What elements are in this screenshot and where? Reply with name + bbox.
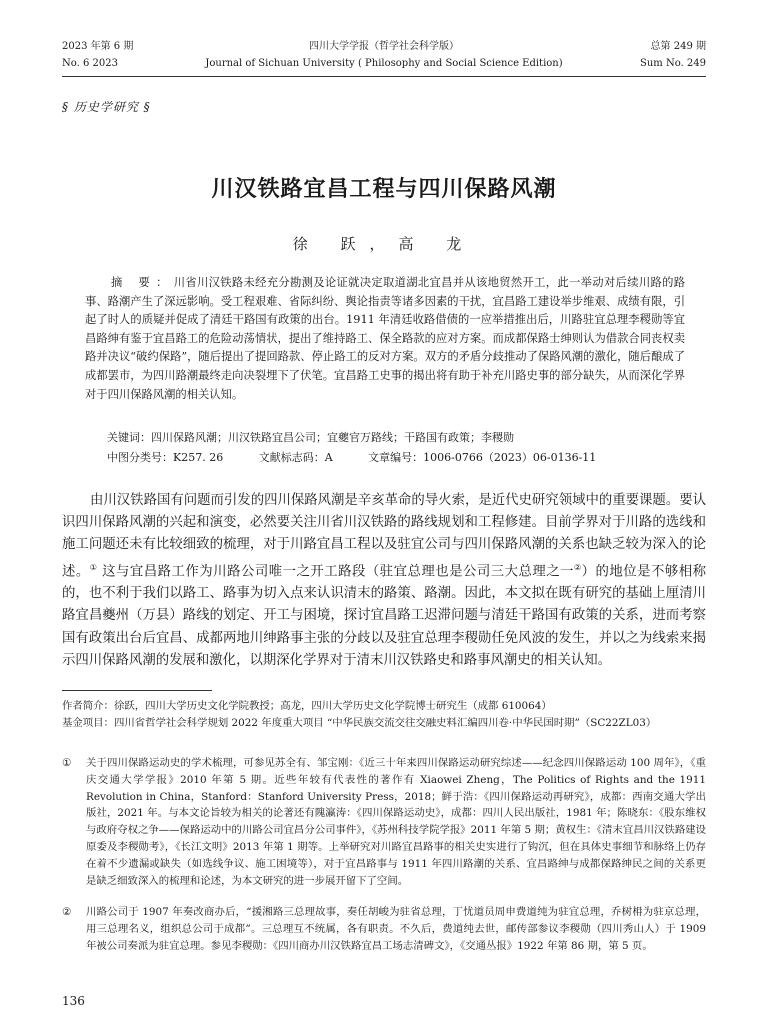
footnote-mark: ①	[62, 757, 72, 769]
footnote-text: 关于四川保路运动史的学术梳理，可参见苏全有、邹宝刚：《近三十年来四川保路运动研究综述——纪念四川保路运动 100 周年》，《重庆交通大学学报》2010 年第 5 期。近些年较有代表性的著作有 Xiaowei Zheng，The Politics of Rights and the 1911 Revolution in China，Stanford：Stanford University Press，2018；鲜于浩：《四川保路运动再研究》，成都：西南交通大学出版社，2021 年。与本文论旨较为相关的论著还有隗瀛涛：《四川保路运动史》，成都：四川人民出版社，1981 年；陈晓东：《股东维权与政府夺权之争——保路运动中的川路公司宜昌分公司事件》，《苏州科技学院学报》2011 年第 5 期；黄权生：《清末宜昌川汉铁路建设原委及李稷勋考》，《长江文明》2013 年第 1 期等。上举研究对川路宜昌路事的相关史实进行了钩沉，但在具体史事细节和脉络上仍存在着不少遗漏或缺失（如选线争议、施工困境等），对于宜昌路事与 1911 年四川路潮的关系、宜昌路绅与成都保路绅民之间的关系更是缺乏细致深入的梳理和论述，为本文研究的进一步展开留下了空间。	[86, 757, 706, 887]
article-number: 文章编号：1006-0766（2023）06-0136-11	[368, 451, 597, 464]
page-number: 136	[62, 994, 85, 1008]
body-paragraph	[62, 490, 706, 672]
article-authors: 徐 跃，高 龙	[292, 235, 476, 253]
journal-title-cn: 四川大学学报（哲学社会科学版）	[309, 41, 459, 52]
journal-title-en: Journal of Sichuan University ( Philosophy and Social Science Edition)	[205, 58, 563, 69]
body-text-a: 由川汉铁路国有问题而引发的四川保路风潮是辛亥革命的导火索，是近代史研究领域中的重要课题。要认识四川保路风潮的兴起和演变，必然要关注川省川汉铁路的路线规划和工程修建。目前学界对于川路的选线和施工问题还未有比较细致的梳理，对于川路宜昌工程以及驻宜公司与四川保路风潮的关系也缺乏较为深入的论述。	[62, 493, 706, 580]
footnote-text: 川路公司于 1907 年奏改商办后，“援湘路三总理故事，奏任胡峻为驻省总理，丁忧道员周申费道纯为驻宜总理，乔树枏为驻京总理，用三总理名义，组织总公司于成都”。三总理互不统属，各有职责。不久后，费道纯去世，邮传部参议李稷勋（四川秀山人）于 1909 年被公司奏派为驻宜总理。参见李稷勋：《四川商办川汉铁路宜昌工场志清碑文》，《交通丛报》1922 年第 86 期，第 5 页。	[86, 906, 706, 952]
abstract-text: 川省川汉铁路未经充分勘测及论证就决定取道湖北宜昌并从该地贸然开工，此一举动对后续川路的路事、路潮产生了深远影响。受工程艰难、省际纠纷、舆论指责等诸多因素的干扰，宜昌路工建设举步维艰、成绩有限，引起了时人的质疑并促成了清廷干路国有政策的出台。1911 年清廷收路借债的一应举措推出后，川路驻宜总理李稷勋等宜昌路绅有鉴于宜昌路工的危险动荡情状，提出了维持路工、保全路款的应对方案。而成都保路士绅则认为借款合同丧权卖路并决议“破约保路”，随后提出了提回路款、停止路工的反对方案。双方的矛盾分歧推动了保路风潮的激化，随后酿成了成都罢市，为四川路潮最终走向决裂埋下了伏笔。宜昌路工史事的揭出将有助于补充川路史事的部分缺失，从而深化学界对于四川保路风潮的相关认知。	[85, 276, 685, 401]
abstract-label: 摘 要：	[111, 276, 174, 289]
sum-issue-label-en: Sum No. 249	[640, 58, 706, 69]
section-label: § 历史学研究 §	[62, 100, 151, 114]
issue-label-en: No. 6 2023	[62, 58, 118, 69]
footnote-ref-2[interactable]: ②	[573, 562, 582, 572]
body-text-b: 这与宜昌路工作为川路公司唯一之开工路段（驻宜总理也是公司三大总理之一	[97, 564, 574, 580]
running-header	[62, 38, 706, 72]
clc-number: 中图分类号：K257. 26	[107, 451, 224, 464]
header-divider	[62, 76, 706, 77]
abstract	[85, 274, 685, 404]
footnote-2	[62, 904, 706, 954]
sum-issue-label: 总第 249 期	[650, 41, 706, 52]
footnote-mark: ②	[62, 906, 72, 918]
footnote-1	[62, 755, 706, 889]
article-info	[62, 698, 706, 732]
keywords-text: 四川保路风潮；川汉铁路宜昌公司；宜夔官万路线；干路国有政策；李稷勋	[151, 431, 514, 444]
fund-info: 基金项目：四川省哲学社会科学规划 2022 年度重大项目 “中华民族交流交往交融史料汇编四川卷·中华民国时期”（SC22ZL03）	[62, 717, 657, 729]
author-intro: 作者简介：徐跃，四川大学历史文化学院教授；高龙，四川大学历史文化学院博士研究生（成都 610064）	[62, 700, 552, 712]
document-code: 文献标志码：A	[258, 451, 333, 464]
footnote-divider	[62, 690, 212, 691]
keywords-label: 关键词：	[107, 431, 151, 444]
classification-line	[107, 450, 687, 466]
keywords	[107, 430, 687, 446]
footnote-ref-1[interactable]: ①	[89, 562, 98, 572]
article-title: 川汉铁路宜昌工程与四川保路风潮	[211, 177, 557, 202]
issue-label: 2023 年第 6 期	[62, 41, 134, 52]
body-text-c: ）的地位是不够相称的，也不利于我们以路工、路事为切入点来认识清末的路策、路潮。因此，本文拟在既有研究的基础上厘清川路宜昌夔州（万县）路线的划定、开工与困境，探讨宜昌路工迟滞问题与清廷干路国有政策的关系，进而考察国有政策出台后宜昌、成都两地川绅路事主张的分歧以及驻宜总理李稷勋任免风波的发生，并以之为线索来揭示四川保路风潮的发展和激化，以期深化学界对于清末川汉铁路史和路事风潮史的相关认知。	[62, 564, 707, 668]
